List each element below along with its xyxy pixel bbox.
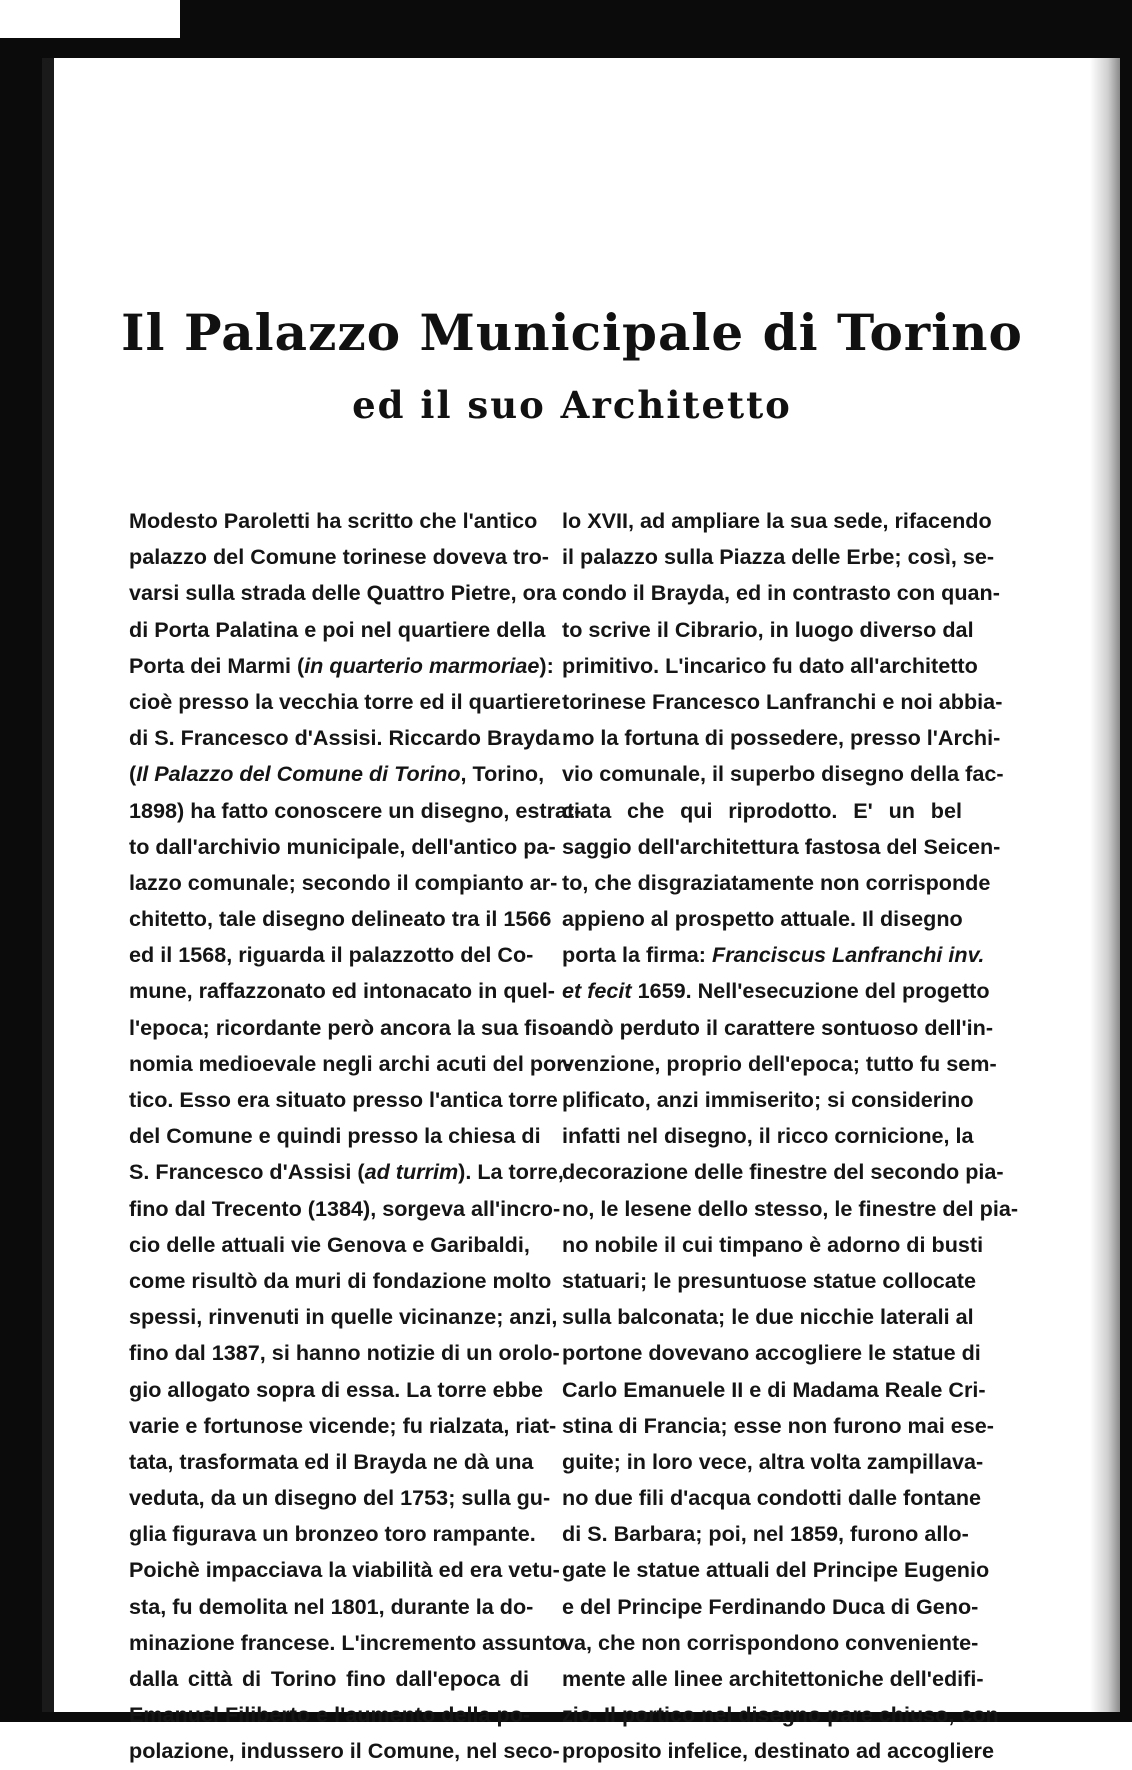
- text-line: nomia medioevale negli archi acuti del por-: [129, 1050, 572, 1076]
- text-line: come risultò da muri di fondazione molto: [129, 1267, 552, 1293]
- scan-border-left-step: [42, 58, 54, 1722]
- text-line: tata, trasformata ed il Brayda ne dà una: [129, 1448, 534, 1474]
- text-line: mune, raffazzonato ed intonacato in quel-: [129, 978, 555, 1004]
- text-line: infatti nel disegno, il ricco cornicione, la: [562, 1123, 974, 1149]
- text-line: decorazione delle finestre del secondo pia-: [562, 1159, 1004, 1185]
- text-line: lazzo comunale; secondo il compianto ar-: [129, 869, 558, 895]
- text-segment: (: [129, 761, 137, 787]
- text-line: il palazzo sulla Piazza delle Erbe; così, se-: [562, 544, 995, 570]
- text-line: andò perduto il carattere sontuoso dell'in-: [562, 1014, 994, 1040]
- text-segment: 1659. Nell'esecuzione del progetto: [631, 978, 990, 1004]
- text-line: no, le lesene dello stesso, le finestre del pia-: [562, 1195, 1019, 1221]
- text-line: zio. Il portico nel disegno pare chiuso, con: [562, 1702, 999, 1728]
- text-line: gate le statue attuali del Principe Eugenio: [562, 1557, 990, 1583]
- text-line: primitivo. L'incarico fu dato all'architetto: [562, 652, 978, 678]
- text-segment: porta la firma:: [562, 942, 712, 968]
- text-line: cioè presso la vecchia torre ed il quartiere: [129, 688, 562, 714]
- left-text-column: [129, 503, 582, 1770]
- text-line: Emanuel Filiberto e l'aumento della po-: [129, 1702, 531, 1728]
- text-line: cio delle attuali vie Genova e Garibaldi,: [129, 1231, 530, 1257]
- italic-segment: et fecit: [562, 978, 632, 1004]
- text-line: [129, 756, 545, 792]
- text-segment: Porta dei Marmi (: [129, 652, 305, 678]
- text-line: chitetto, tale disegno delineato tra il 1566: [129, 906, 552, 932]
- text-line: no due fili d'acqua condotti dalle fontane: [562, 1485, 982, 1511]
- text-line: spessi, rinvenuti in quelle vicinanze; anzi,: [129, 1304, 558, 1330]
- text-line: sta, fu demolita nel 1801, durante la do-: [129, 1593, 534, 1619]
- text-line: ciata che qui riprodotto. E' un bel: [562, 797, 962, 823]
- text-line: e del Principe Ferdinando Duca di Geno-: [562, 1593, 979, 1619]
- text-line: minazione francese. L'incremento assunto: [129, 1629, 565, 1655]
- italic-segment: in quarterio marmoriae: [304, 652, 540, 678]
- text-segment: , Torino,: [460, 761, 545, 787]
- italic-segment: Il Palazzo del Comune di Torino: [136, 761, 461, 787]
- text-line: palazzo del Comune torinese doveva tro-: [129, 544, 549, 570]
- text-line: sulla balconata; le due nicchie laterali al: [562, 1304, 974, 1330]
- text-line: fino dal Trecento (1384), sorgeva all'incro-: [129, 1195, 561, 1221]
- text-line: gio allogato sopra di essa. La torre ebbe: [129, 1376, 543, 1402]
- text-line: l'epoca; ricordante però ancora la sua fiso-: [129, 1014, 570, 1040]
- text-line: [129, 1154, 564, 1190]
- text-line: varsi sulla strada delle Quattro Pietre, ora: [129, 580, 557, 606]
- page: [54, 58, 1090, 1764]
- text-line: 1898) ha fatto conoscere un disegno, estrat-: [129, 797, 582, 823]
- text-line: glia figurava un bronzeo toro rampante.: [129, 1521, 536, 1547]
- page-curl-shadow: [1090, 58, 1120, 1722]
- text-line: appieno al prospetto attuale. Il disegno: [562, 906, 963, 932]
- text-line: Carlo Emanuele II e di Madama Reale Cri-: [562, 1376, 986, 1402]
- text-line: [562, 937, 985, 973]
- text-line: [562, 973, 990, 1009]
- text-line: di S. Francesco d'Assisi. Riccardo Brayda: [129, 725, 561, 751]
- text-line: guite; in loro vece, altra volta zampillava-: [562, 1448, 984, 1474]
- text-line: to scrive il Cibrario, in luogo diverso dal: [562, 616, 974, 642]
- text-line: dalla città di Torino fino dall'epoca di: [129, 1666, 529, 1691]
- text-line: del Comune e quindi presso la chiesa di: [129, 1123, 541, 1149]
- text-line: to, che disgraziatamente non corrisponde: [562, 869, 991, 895]
- text-segment: ). La torre,: [458, 1159, 564, 1185]
- text-line: vio comunale, il superbo disegno della fac-: [562, 761, 1004, 787]
- text-line: Modesto Paroletti ha scritto che l'antico: [129, 508, 538, 533]
- scan-border-top-band: [0, 38, 1132, 60]
- text-line: plificato, anzi immiserito; si considerino: [562, 1087, 974, 1112]
- text-line: saggio dell'architettura fastosa del Seicen-: [562, 833, 1001, 859]
- italic-segment: Franciscus Lanfranchi inv.: [712, 942, 985, 968]
- scan-border-left: [0, 38, 42, 1722]
- article-title: Il Palazzo Municipale di Torino: [121, 303, 1023, 362]
- text-line: polazione, indussero il Comune, nel seco-: [129, 1738, 560, 1764]
- text-line: proposito infelice, destinato ad accogliere: [562, 1738, 994, 1764]
- text-line: veduta, da un disegno del 1753; sulla gu-: [129, 1485, 551, 1511]
- scan-margin-corner: [0, 0, 190, 38]
- italic-segment: ad turrim: [364, 1159, 459, 1185]
- text-line: Poichè impacciava la viabilità ed era vetu-: [129, 1557, 560, 1583]
- text-line: portone dovevano accogliere le statue di: [562, 1340, 981, 1366]
- text-segment: S. Francesco d'Assisi (: [129, 1159, 365, 1185]
- text-line: tico. Esso era situato presso l'antica torre: [129, 1087, 558, 1112]
- text-line: mente alle linee architettoniche dell'edifi-: [562, 1666, 984, 1691]
- text-line: va, che non corrispondono convenientе-: [562, 1629, 979, 1655]
- text-line: to dall'archivio municipale, dell'antico pa-: [129, 833, 556, 859]
- text-line: condo il Brayda, ed in contrasto con quan-: [562, 580, 1000, 606]
- text-segment: ):: [539, 652, 554, 678]
- scan-border-right: [1120, 38, 1132, 1722]
- text-line: varie e fortunose vicende; fu rialzata, riat-: [129, 1412, 557, 1438]
- text-line: statuari; le presuntuose statue collocate: [562, 1267, 976, 1293]
- article-subtitle: ed il suo Architetto: [352, 383, 792, 427]
- text-line: lo XVII, ad ampliare la sua sede, rifacendo: [562, 508, 992, 533]
- text-line: no nobile il cui timpano è adorno di busti: [562, 1231, 984, 1257]
- text-line: [129, 648, 554, 684]
- text-line: di Porta Palatina e poi nel quartiere della: [129, 616, 546, 642]
- text-line: fino dal 1387, si hanno notizie di un orolo-: [129, 1340, 560, 1366]
- text-line: torinese Francesco Lanfranchi e noi abbia-: [562, 688, 1003, 714]
- text-line: ed il 1568, riguarda il palazzotto del Co-: [129, 942, 534, 968]
- text-line: stina di Francia; esse non furono mai ese-: [562, 1412, 994, 1438]
- text-line: mo la fortuna di possedere, presso l'Archi-: [562, 725, 1001, 751]
- text-line: venzione, proprio dell'epoca; tutto fu sem-: [562, 1050, 997, 1076]
- text-line: di S. Barbara; poi, nel 1859, furono allo-: [562, 1521, 969, 1547]
- right-text-column: [562, 503, 1019, 1770]
